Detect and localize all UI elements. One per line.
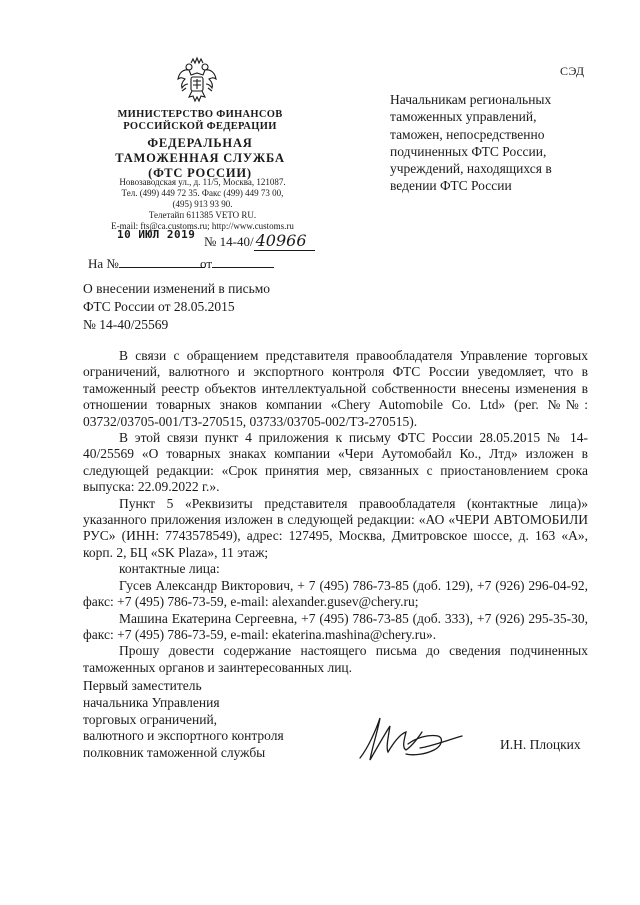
body-paragraph-1: В связи с обращением представителя правообладателя Управление торговых ограничений, валютного и экспортного контроля ФТС России уведомляет, что в таможенный реестр объектов интеллектуальной собственности внесены изменения в отношении товарных знаков компании «Chery Automobile Co. Ltd» (рег. №№: 03732/03705-001/ТЗ-270515, 03733/03705-002/ТЗ-270515). bbox=[83, 348, 588, 429]
body-paragraph-2: В этой связи пункт 4 приложения к письму ФТС России 28.05.2015 № 14-40/25569 «О товарных знаках компании «Чери Аутомобайл Ко., Лтд» изложен в следующей редакции: «Срок принятия мер, связанных с приостановлением срока выпуска: 22.09.2022 г.». bbox=[83, 430, 588, 495]
body-paragraph-4: контактные лица: bbox=[119, 561, 220, 577]
email-line: E-mail: fts@ca.customs.ru; http://www.customs.ru bbox=[111, 221, 294, 231]
from-date-field bbox=[200, 256, 274, 272]
ministry-title bbox=[100, 109, 300, 133]
addressee-block bbox=[390, 91, 580, 195]
coat-of-arms-icon bbox=[175, 55, 219, 105]
signatory-name: И.Н. Плоцких bbox=[500, 737, 581, 752]
ministry-line-2: РОССИЙСКОЙ ФЕДЕРАЦИИ bbox=[123, 121, 277, 132]
addressee-line: учреждений, находящихся в bbox=[390, 161, 552, 177]
phone-line: Тел. (499) 449 72 35. Факс (499) 449 73 00, bbox=[121, 188, 284, 198]
position-line: торговых ограничений, bbox=[83, 711, 218, 727]
reply-to-label: На № bbox=[88, 256, 119, 271]
body-paragraph-3: Пункт 5 «Реквизиты представителя правообладателя (контактные лица)» указанного приложения изложен в следующей редакции: «АО «ЧЕРИ АВТОМОБИЛИ РУС» (ИНН: 7743578549), адрес: 127495, Москва, Дмитровское шоссе, д. 163 «А», корп. 2, БЦ «SK Plaza», 11 этаж; bbox=[83, 495, 588, 560]
subject-line: ФТС России от 28.05.2015 bbox=[83, 299, 235, 314]
addressee-line: таможен, непосредственно bbox=[390, 126, 545, 142]
body-paragraph-6: Машина Екатерина Сергеевна, +7 (495) 786-73-85 (доб. 333), +7 (926) 295-35-30, факс: +7 (495) 786-73-59, e-mail: ekaterina.mashina@chery.ru». bbox=[83, 610, 588, 642]
addressee-line: Начальникам региональных bbox=[390, 92, 552, 107]
sed-mark: СЭД bbox=[560, 64, 585, 78]
signatory-position bbox=[83, 678, 323, 762]
addressee-line: таможенных управлений, bbox=[390, 109, 537, 125]
teletype-line: Телетайп 611385 VETO RU. bbox=[148, 210, 257, 220]
reply-to-field bbox=[88, 256, 205, 272]
addressee-line: подчиненных ФТС России, bbox=[390, 143, 547, 159]
outgoing-prefix: № 14-40/ bbox=[204, 234, 254, 249]
subject-block bbox=[83, 280, 323, 334]
service-line-2: ТАМОЖЕННАЯ СЛУЖБА bbox=[115, 151, 285, 165]
service-line-3: (ФТС РОССИИ) bbox=[148, 166, 252, 180]
date-stamp: 10 ИЮЛ 2019 bbox=[117, 228, 196, 241]
address-line: Новозаводская ул., д. 11/5, Москва, 121087. bbox=[119, 177, 286, 187]
phone-line-2: (495) 913 93 90. bbox=[172, 199, 233, 209]
contact-details bbox=[85, 177, 320, 232]
outgoing-number bbox=[204, 231, 315, 250]
outgoing-number-handwritten: 40966 bbox=[254, 231, 315, 251]
service-title bbox=[100, 136, 300, 181]
subject-line: № 14-40/25569 bbox=[83, 317, 169, 332]
from-blank bbox=[212, 267, 274, 268]
handwritten-signature bbox=[350, 708, 470, 768]
from-label: от bbox=[200, 256, 213, 271]
subject-line: О внесении изменений в письмо bbox=[83, 281, 271, 296]
position-line: начальника Управления bbox=[83, 694, 220, 710]
position-line: валютного и экспортного контроля bbox=[83, 728, 284, 744]
body-paragraph-5: Гусев Александр Викторович, + 7 (495) 786-73-85 (доб. 129), +7 (926) 296-04-92, факс: +7 (495) 786-73-59, e-mail: alexander.gusev@chery.ru; bbox=[83, 577, 588, 610]
body-paragraph-7: Прошу довести содержание настоящего письма до сведения подчиненных таможенных органов и заинтересованных лиц. bbox=[83, 643, 588, 675]
service-line-1: ФЕДЕРАЛЬНАЯ bbox=[147, 136, 253, 150]
addressee-line: ведении ФТС России bbox=[390, 178, 512, 194]
reply-to-blank bbox=[119, 267, 205, 268]
ministry-line-1: МИНИСТЕРСТВО ФИНАНСОВ bbox=[117, 109, 283, 120]
position-line: Первый заместитель bbox=[83, 678, 202, 693]
position-line: полковник таможенной службы bbox=[83, 745, 266, 761]
letter-body bbox=[83, 348, 588, 676]
